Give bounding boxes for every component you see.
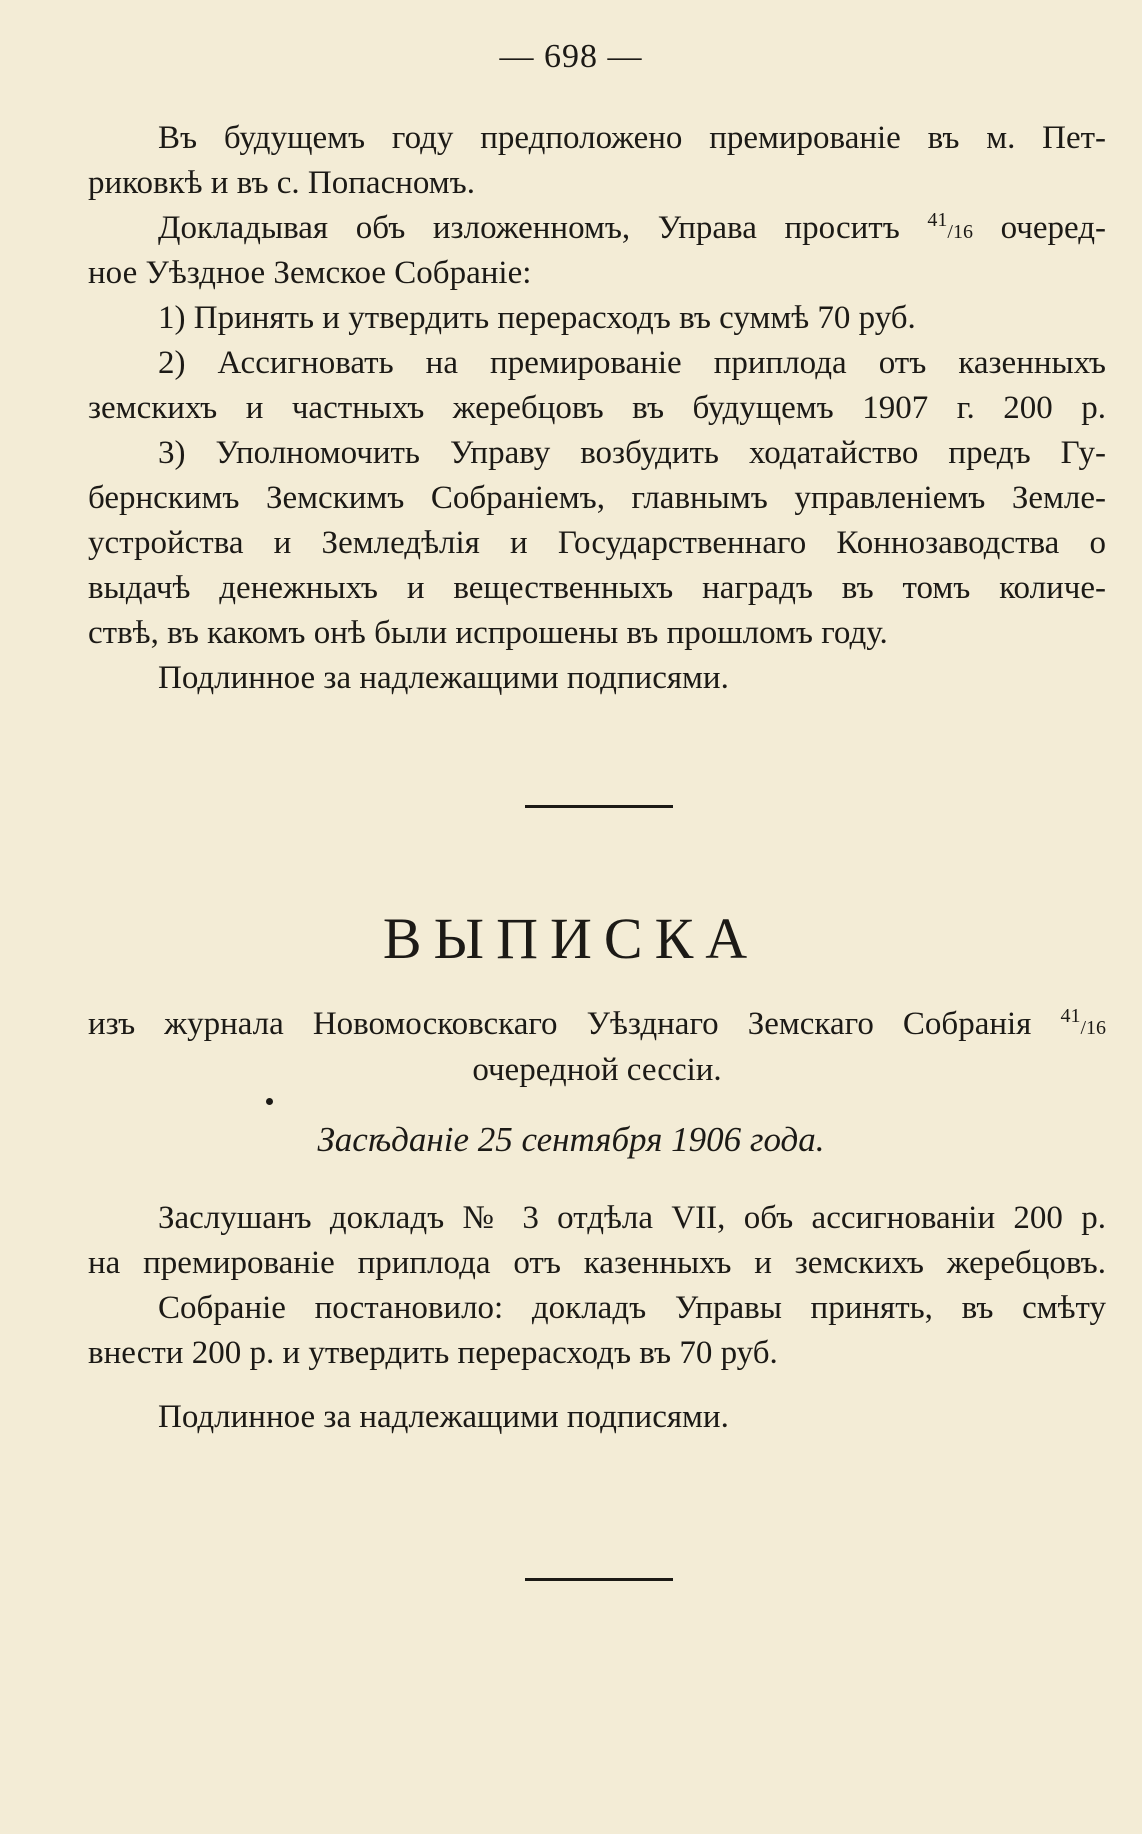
text-line: 2) Ассигновать на премированіе приплода отъ казенныхъ xyxy=(158,345,1106,381)
ink-dot xyxy=(266,1098,273,1105)
text-line: Въ будущемъ году предположено премированіе въ м. Пет- xyxy=(158,120,1106,156)
closing-signature-line: Подлинное за надлежащими подписями. xyxy=(158,1399,729,1435)
text-line: 3) Уполномочить Управу возбудить ходатайство предъ Гу- xyxy=(158,435,1106,471)
fraction-numerator: 41 xyxy=(927,209,948,231)
text-line: Собраніе постановило: докладъ Управы принять, въ смѣту xyxy=(158,1290,1106,1326)
section-divider xyxy=(525,805,673,808)
text-line: на премированіе приплода отъ казенныхъ и земскихъ жеребцовъ. xyxy=(88,1245,1106,1281)
text-segment: Докладывая объ изложенномъ, Управа проситъ xyxy=(158,210,928,246)
resolution-text-block xyxy=(88,116,1106,701)
closing-block xyxy=(88,1395,1106,1440)
session-number-denominator: /16 xyxy=(1080,1017,1106,1039)
text-line: Заслушанъ докладъ № 3 отдѣла VII, объ ассигнованіи 200 р. xyxy=(158,1200,1106,1236)
session-date: Засѣданіе 25 сентября 1906 года. xyxy=(317,1120,825,1159)
text-line: Подлинное за надлежащими подписями. xyxy=(158,660,729,696)
text-line: ствѣ, въ какомъ онѣ были испрошены въ прошломъ году. xyxy=(88,615,888,651)
fraction-denominator: /16 xyxy=(947,221,973,243)
text-line: ное Уѣздное Земское Собраніе: xyxy=(88,255,532,291)
text-line: земскихъ и частныхъ жеребцовъ въ будущемъ 1907 г. 200 р. xyxy=(88,390,1106,426)
session-number-superscript: 41 xyxy=(1060,1005,1081,1027)
journal-subtitle-text: изъ журнала Новомосковскаго Уѣзднаго Земскаго Собранія xyxy=(88,1006,1061,1042)
journal-subtitle xyxy=(88,1002,1106,1047)
text-line: бернскимъ Земскимъ Собраніемъ, главнымъ управленіемъ Земле- xyxy=(88,480,1106,516)
text-line: риковкѣ и въ с. Попасномъ. xyxy=(88,165,475,201)
end-divider xyxy=(525,1578,673,1581)
text-line: устройства и Земледѣлія и Государственнаго Коннозаводства о xyxy=(88,525,1106,561)
session-type-line: очередной сессіи. xyxy=(472,1052,722,1088)
minutes-text-block xyxy=(88,1196,1106,1376)
page-number: — 698 — xyxy=(499,38,643,75)
text-line: 1) Принять и утвердить перерасходъ въ суммѣ 70 руб. xyxy=(158,300,916,336)
text-line xyxy=(88,206,1106,251)
extract-heading: ВЫПИСКА xyxy=(382,906,760,971)
text-line: внести 200 р. и утвердить перерасходъ въ 70 руб. xyxy=(88,1335,778,1371)
text-segment: очеред- xyxy=(972,210,1106,246)
text-line: выдачѣ денежныхъ и вещественныхъ наградъ въ томъ количе- xyxy=(88,570,1106,606)
